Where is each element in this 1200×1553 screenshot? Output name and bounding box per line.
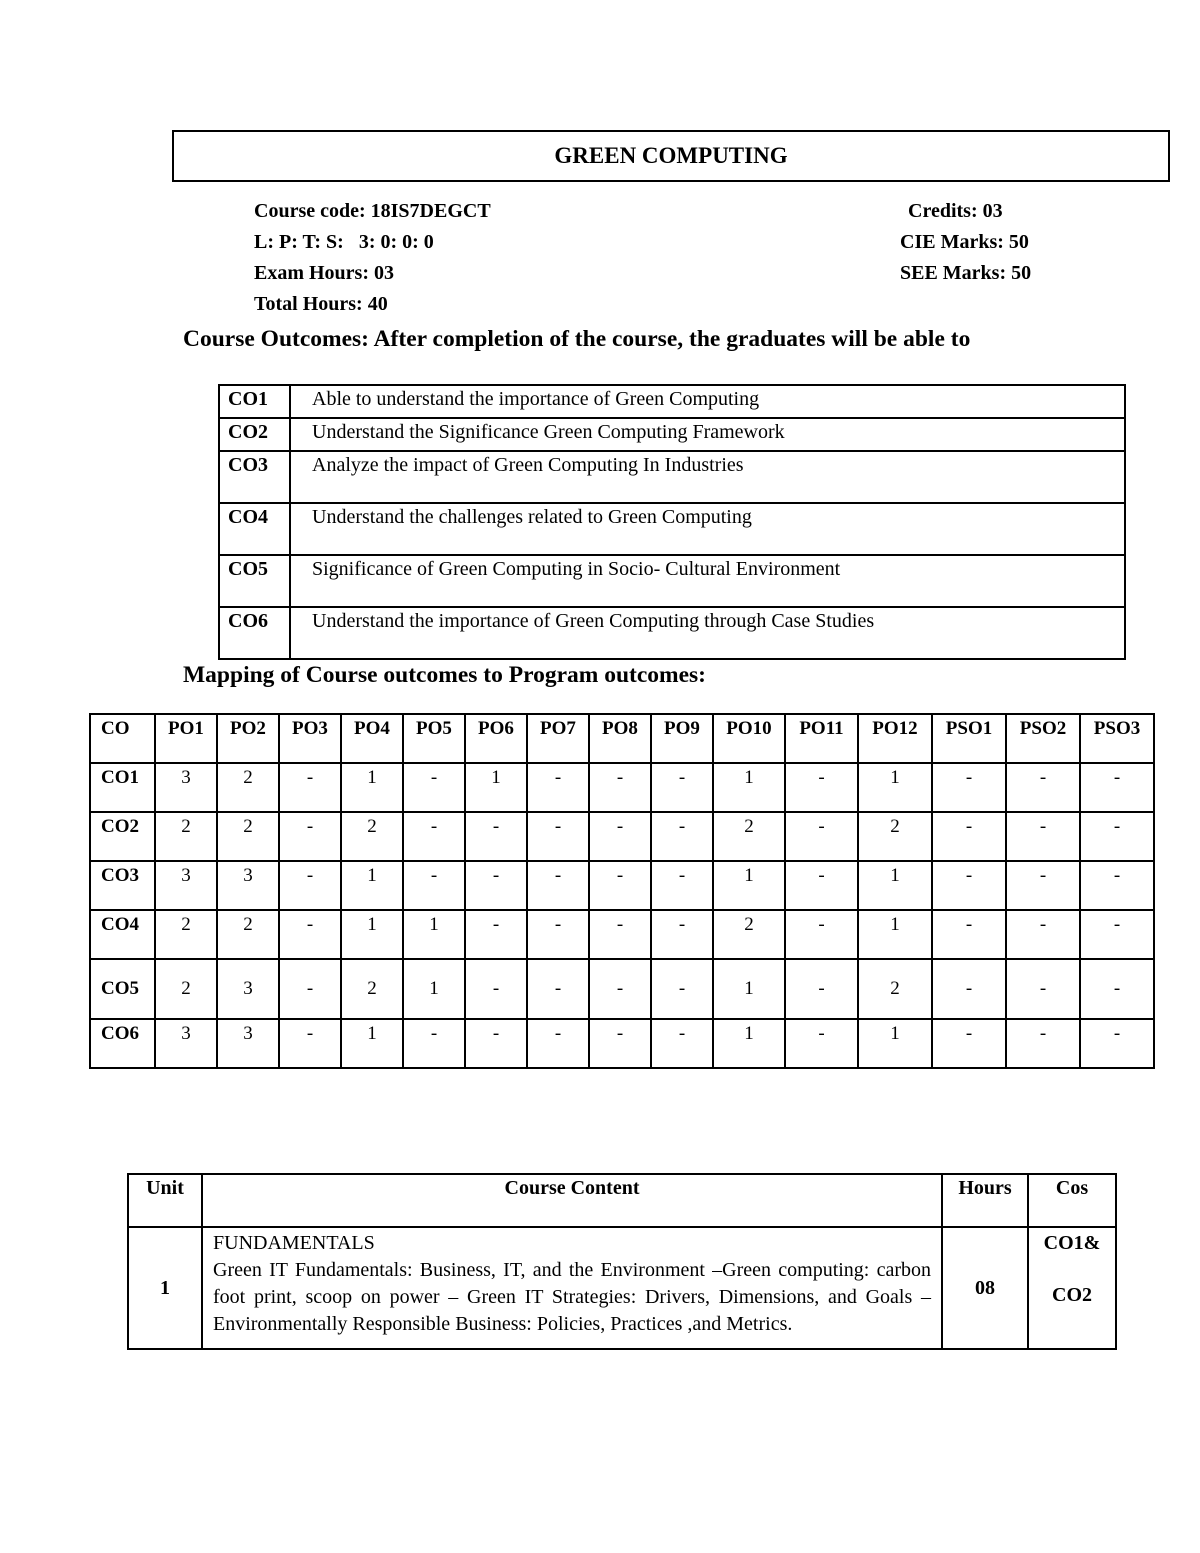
mapping-value-cell: 2 <box>217 763 279 812</box>
mapping-value-cell: - <box>527 959 589 1019</box>
mapping-value-cell: - <box>589 1019 651 1068</box>
mapping-header-cell: PSO1 <box>932 714 1006 763</box>
mapping-value-cell: 3 <box>155 763 217 812</box>
course-content-table <box>127 1173 1117 1350</box>
mapping-value-cell: - <box>1080 910 1154 959</box>
co-row <box>219 385 1125 418</box>
mapping-header-cell: PO10 <box>713 714 785 763</box>
mapping-value-cell: - <box>589 910 651 959</box>
mapping-value-cell: - <box>589 959 651 1019</box>
mapping-value-cell: 2 <box>155 812 217 861</box>
mapping-value-cell: 1 <box>341 763 403 812</box>
mapping-co-cell: CO4 <box>90 910 155 959</box>
mapping-co-cell: CO5 <box>90 959 155 1019</box>
mapping-value-cell: 2 <box>217 910 279 959</box>
mapping-row <box>90 959 1154 1019</box>
mapping-value-cell: 2 <box>858 959 932 1019</box>
mapping-co-cell: CO2 <box>90 812 155 861</box>
co-po-mapping-table <box>89 713 1155 1069</box>
mapping-header-cell: PO4 <box>341 714 403 763</box>
unit-title: FUNDAMENTALS <box>213 1232 375 1254</box>
mapping-heading: Mapping of Course outcomes to Program outcomes: <box>183 662 707 688</box>
unit-content <box>202 1227 942 1349</box>
mapping-row <box>90 861 1154 910</box>
mapping-value-cell: - <box>403 1019 465 1068</box>
lpts: L: P: T: S: 3: 0: 0: 0 <box>254 231 434 253</box>
mapping-value-cell: - <box>279 763 341 812</box>
mapping-header-cell: PO8 <box>589 714 651 763</box>
mapping-value-cell: - <box>651 812 713 861</box>
mapping-value-cell: 1 <box>858 1019 932 1068</box>
mapping-value-cell: - <box>932 910 1006 959</box>
hours-header: Hours <box>942 1174 1028 1227</box>
mapping-value-cell: - <box>932 861 1006 910</box>
mapping-value-cell: - <box>1080 959 1154 1019</box>
mapping-value-cell: 2 <box>858 812 932 861</box>
mapping-value-cell: - <box>651 910 713 959</box>
mapping-value-cell: - <box>589 812 651 861</box>
mapping-value-cell: - <box>651 1019 713 1068</box>
mapping-value-cell: - <box>932 1019 1006 1068</box>
co-text: Understand the importance of Green Computing through Case Studies <box>290 607 1125 659</box>
unit-cos <box>1028 1227 1116 1349</box>
mapping-value-cell: - <box>785 861 858 910</box>
mapping-value-cell: - <box>279 812 341 861</box>
mapping-value-cell: - <box>403 812 465 861</box>
mapping-value-cell: 2 <box>713 812 785 861</box>
mapping-header-cell: PO6 <box>465 714 527 763</box>
course-meta-left <box>254 196 491 320</box>
mapping-value-cell: 2 <box>341 959 403 1019</box>
mapping-value-cell: - <box>1080 1019 1154 1068</box>
course-code: Course code: 18IS7DEGCT <box>254 200 491 222</box>
mapping-value-cell: 3 <box>217 959 279 1019</box>
mapping-value-cell: 2 <box>341 812 403 861</box>
mapping-header-cell: CO <box>90 714 155 763</box>
mapping-value-cell: - <box>527 1019 589 1068</box>
mapping-value-cell: 3 <box>217 861 279 910</box>
total-hours: Total Hours: 40 <box>254 293 388 315</box>
mapping-value-cell: - <box>651 861 713 910</box>
mapping-value-cell: - <box>279 959 341 1019</box>
co-text: Able to understand the importance of Green Computing <box>290 385 1125 418</box>
unit-hours: 08 <box>942 1227 1028 1349</box>
mapping-value-cell: - <box>403 763 465 812</box>
mapping-value-cell: - <box>1006 812 1080 861</box>
co-text: Understand the Significance Green Computing Framework <box>290 418 1125 451</box>
mapping-value-cell: 1 <box>341 861 403 910</box>
mapping-header-cell: PSO2 <box>1006 714 1080 763</box>
course-outcomes-table <box>218 384 1126 660</box>
mapping-header-cell: PO5 <box>403 714 465 763</box>
mapping-row <box>90 812 1154 861</box>
co-row <box>219 607 1125 659</box>
mapping-row <box>90 1019 1154 1068</box>
mapping-value-cell: - <box>651 763 713 812</box>
content-header: Course Content <box>202 1174 942 1227</box>
mapping-value-cell: 2 <box>217 812 279 861</box>
mapping-value-cell: 2 <box>155 959 217 1019</box>
co-text: Analyze the impact of Green Computing In Industries <box>290 451 1125 503</box>
cos-header: Cos <box>1028 1174 1116 1227</box>
mapping-value-cell: 1 <box>341 910 403 959</box>
see-marks: SEE Marks: 50 <box>900 262 1032 284</box>
mapping-value-cell: 1 <box>858 861 932 910</box>
mapping-value-cell: - <box>785 1019 858 1068</box>
mapping-value-cell: - <box>785 910 858 959</box>
mapping-value-cell: - <box>785 763 858 812</box>
course-meta-right <box>900 196 1031 289</box>
mapping-header-cell: PO9 <box>651 714 713 763</box>
mapping-value-cell: - <box>589 763 651 812</box>
mapping-header-cell: PO2 <box>217 714 279 763</box>
mapping-value-cell: - <box>932 812 1006 861</box>
mapping-co-cell: CO6 <box>90 1019 155 1068</box>
co-id: CO6 <box>219 607 290 659</box>
co-id: CO2 <box>219 418 290 451</box>
mapping-value-cell: - <box>465 910 527 959</box>
co-text: Understand the challenges related to Green Computing <box>290 503 1125 555</box>
co-row <box>219 451 1125 503</box>
mapping-row <box>90 763 1154 812</box>
exam-hours: Exam Hours: 03 <box>254 262 394 284</box>
mapping-header-cell: PO3 <box>279 714 341 763</box>
outcomes-heading: Course Outcomes: After completion of the course, the graduates will be able to <box>183 326 971 352</box>
mapping-value-cell: - <box>1080 763 1154 812</box>
co-row <box>219 503 1125 555</box>
mapping-value-cell: 3 <box>217 1019 279 1068</box>
mapping-value-cell: - <box>932 959 1006 1019</box>
mapping-row <box>90 910 1154 959</box>
mapping-value-cell: - <box>527 763 589 812</box>
mapping-value-cell: - <box>527 861 589 910</box>
mapping-value-cell: 1 <box>713 959 785 1019</box>
mapping-value-cell: 3 <box>155 1019 217 1068</box>
credits: Credits: 03 <box>908 200 1003 222</box>
mapping-value-cell: 2 <box>155 910 217 959</box>
mapping-value-cell: 1 <box>713 763 785 812</box>
cie-marks: CIE Marks: 50 <box>900 231 1029 253</box>
unit-number: 1 <box>128 1227 202 1349</box>
co-text: Significance of Green Computing in Socio- Cultural Environment <box>290 555 1125 607</box>
unit-body: Green IT Fundamentals: Business, IT, and the Environment –Green computing: carbon foot print, scoop on power – Green IT Strategies: Drivers, Dimensions, and Goals –Environmentally Responsible Business: Policies, Practices ,and Metrics. <box>213 1259 931 1335</box>
course-title: GREEN COMPUTING <box>172 130 1170 182</box>
unit-header-row <box>128 1174 1116 1227</box>
unit-row <box>128 1227 1116 1349</box>
mapping-value-cell: 1 <box>858 763 932 812</box>
co-row <box>219 555 1125 607</box>
co-id: CO3 <box>219 451 290 503</box>
unit-cos-line: CO1& <box>1043 1232 1101 1254</box>
mapping-value-cell: 1 <box>341 1019 403 1068</box>
mapping-value-cell: - <box>1006 959 1080 1019</box>
co-row <box>219 418 1125 451</box>
mapping-value-cell: - <box>932 763 1006 812</box>
mapping-value-cell: 1 <box>403 910 465 959</box>
mapping-value-cell: - <box>1006 861 1080 910</box>
unit-header: Unit <box>128 1174 202 1227</box>
mapping-value-cell: - <box>1006 1019 1080 1068</box>
mapping-value-cell: - <box>279 910 341 959</box>
mapping-value-cell: - <box>403 861 465 910</box>
mapping-value-cell: - <box>527 812 589 861</box>
mapping-header-cell: PSO3 <box>1080 714 1154 763</box>
mapping-header-cell: PO11 <box>785 714 858 763</box>
mapping-header-cell: PO1 <box>155 714 217 763</box>
mapping-header-row <box>90 714 1154 763</box>
mapping-value-cell: 1 <box>713 861 785 910</box>
mapping-value-cell: - <box>1006 763 1080 812</box>
mapping-value-cell: - <box>465 861 527 910</box>
mapping-value-cell: - <box>1006 910 1080 959</box>
mapping-value-cell: 2 <box>713 910 785 959</box>
mapping-value-cell: - <box>785 812 858 861</box>
mapping-value-cell: - <box>1080 861 1154 910</box>
co-id: CO1 <box>219 385 290 418</box>
mapping-co-cell: CO3 <box>90 861 155 910</box>
mapping-value-cell: - <box>465 1019 527 1068</box>
mapping-value-cell: - <box>1080 812 1154 861</box>
mapping-value-cell: 1 <box>465 763 527 812</box>
co-id: CO5 <box>219 555 290 607</box>
mapping-value-cell: - <box>465 812 527 861</box>
mapping-value-cell: - <box>527 910 589 959</box>
mapping-value-cell: - <box>785 959 858 1019</box>
co-id: CO4 <box>219 503 290 555</box>
mapping-value-cell: 3 <box>155 861 217 910</box>
mapping-value-cell: 1 <box>713 1019 785 1068</box>
mapping-value-cell: 1 <box>403 959 465 1019</box>
mapping-value-cell: 1 <box>858 910 932 959</box>
mapping-co-cell: CO1 <box>90 763 155 812</box>
mapping-header-cell: PO7 <box>527 714 589 763</box>
mapping-value-cell: - <box>279 1019 341 1068</box>
mapping-value-cell: - <box>651 959 713 1019</box>
mapping-value-cell: - <box>279 861 341 910</box>
unit-cos-line: CO2 <box>1052 1284 1092 1306</box>
mapping-header-cell: PO12 <box>858 714 932 763</box>
mapping-value-cell: - <box>589 861 651 910</box>
mapping-value-cell: - <box>465 959 527 1019</box>
